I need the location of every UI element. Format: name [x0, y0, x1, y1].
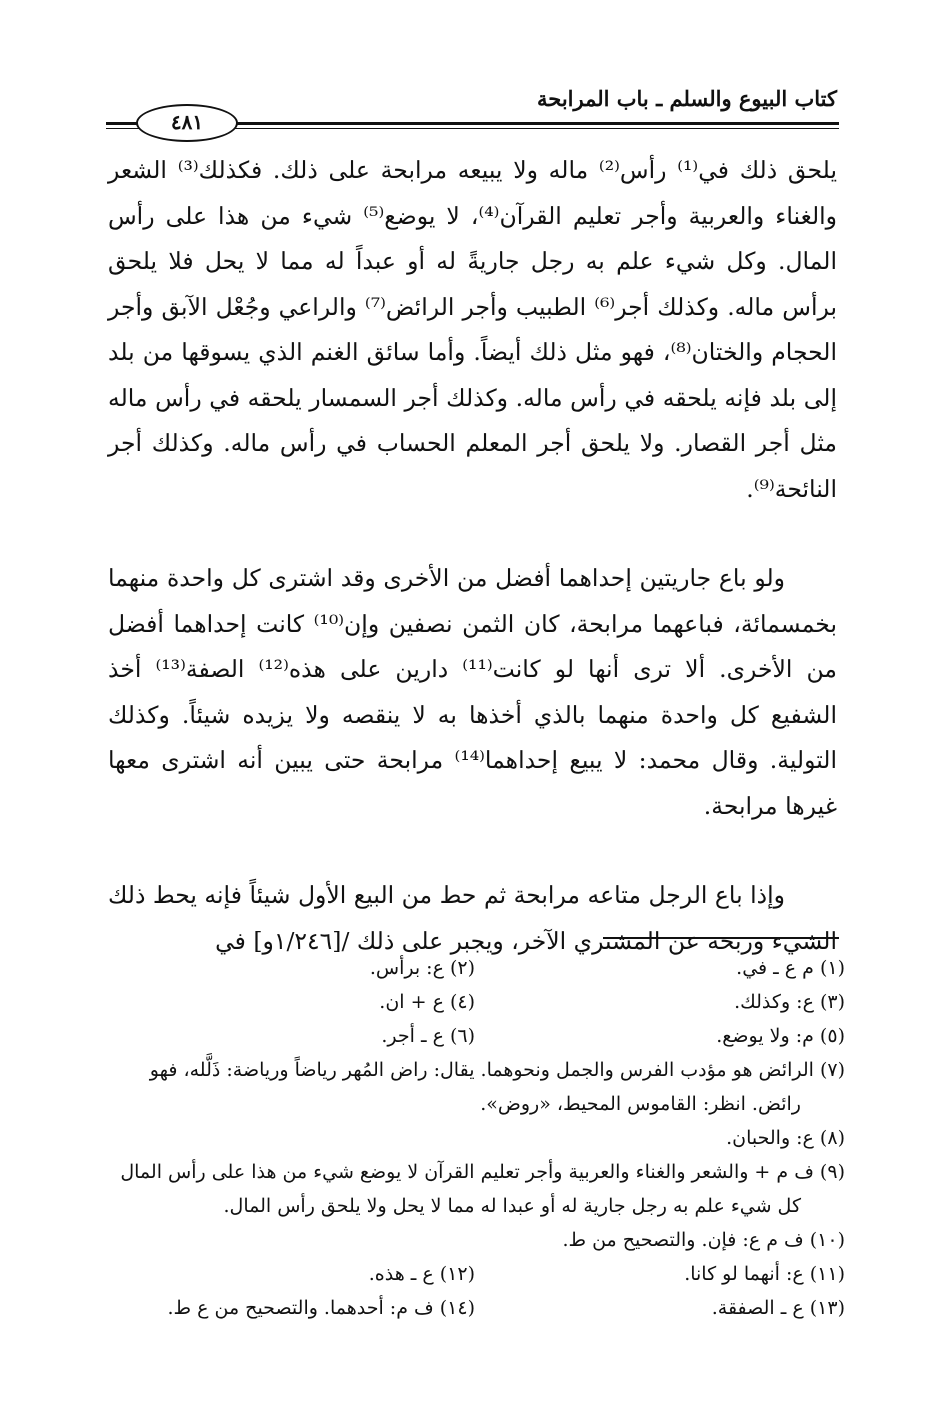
footnotes [100, 951, 845, 1325]
paragraph-2: ولو باع جاريتين إحداهما أفضل من الأخرى وقد اشترى كل واحدة منهما بخمسمائة، فباعهما مرابحة، كان الثمن نصفين وإن⁽¹⁰⁾ كانت إحداهما أفضل من الأخرى. ألا ترى أنها لو كانت⁽¹¹⁾ دارين على هذه⁽¹²⁾ الصفة⁽¹³⁾ أخذ الشفيع كل واحدة منهما بالذي أخذها به لا ينقصه ولا يزيده شيئاً. وكذلك التولية. وقال محمد: لا يبيع إحداهما⁽¹⁴⁾ مرابحة حتى يبين أنه اشترى معها غيرها مرابحة. [108, 564, 837, 820]
footnote-separator [603, 937, 839, 939]
footnote-13: (١٣) ع ـ الصفقة. [711, 1297, 845, 1319]
footnote-7: (٧) الرائض هو مؤدب الفرس والجمل ونحوهما. يقال: راض المُهر رياضاً ورياضة: ذَلَّله، فهو رائض. انظر: القاموس المحيط، «روض». [149, 1059, 845, 1115]
footnote-9: (٩) ف م + والشعر والغناء والعربية وأجر تعليم القرآن لا يوضع شيء من هذا على رأس المال كل شيء علم به رجل جارية له أو عبدا له مما لا يحل ولا يلحق رأس المال. [120, 1161, 845, 1217]
footnote-1: (١) م ع ـ في. [736, 957, 845, 979]
footnote-11: (١١) ع: أنهما لو كانا. [684, 1263, 845, 1285]
footnote-10: (١٠) ف م ع: فإن. والتصحيح من ط. [562, 1229, 845, 1251]
footnote-8: (٨) ع: والحبان. [726, 1127, 845, 1149]
paragraph-1: يلحق ذلك في⁽¹⁾ رأس⁽²⁾ ماله ولا يبيعه مرابحة على ذلك. فكذلك⁽³⁾ الشعر والغناء والعربية وأجر تعليم القرآن⁽⁴⁾، لا يوضع⁽⁵⁾ شيء من هذا على رأس المال. وكل شيء علم به رجل جاريةً له أو عبداً له مما لا يحل فلا يلحق برأس ماله. وكذلك أجر⁽⁶⁾ الطبيب وأجر الرائض⁽⁷⁾ والراعي وجُعْل الآبق وأجر الحجام والختان⁽⁸⁾، فهو مثل ذلك أيضاً. وأما سائق الغنم الذي يسوقها من بلد إلى بلد فإنه يلحقه في رأس ماله. وكذلك أجر السمسار يلحقه في رأس ماله مثل أجر القصار. ولا يلحق أجر المعلم الحساب في رأس ماله. وكذلك أجر النائحة⁽⁹⁾. [108, 156, 838, 503]
footnote-row [100, 1291, 845, 1325]
footnote-6: (٦) ع ـ أجر. [381, 1025, 475, 1047]
page-number: ٤٨١ [136, 104, 238, 142]
footnote-2: (٢) ع: برأس. [369, 957, 475, 979]
running-header-title: كتاب البيوع والسلم ـ باب المرابحة [537, 86, 837, 111]
footnote-row [100, 1257, 845, 1291]
footnote-row [100, 951, 845, 985]
footnote-3: (٣) ع: وكذلك. [734, 991, 845, 1013]
footnote-14: (١٤) ف م: أحدهما. والتصحيح من ع ط. [167, 1297, 475, 1319]
footnote-5: (٥) م: ولا يوضع. [716, 1025, 845, 1047]
footnote-4: (٤) ع + ان. [379, 991, 475, 1013]
footnote-row [100, 1019, 845, 1053]
paragraph-3: وإذا باع الرجل متاعه مرابحة ثم حط من البيع الأول شيئاً فإنه يحط ذلك الشيء وربحه عن المشتري الآخر، ويجبر على ذلك /[١/٢٤٦و] في [108, 881, 837, 955]
footnote-12: (١٢) ع ـ هذه. [368, 1263, 475, 1285]
footnote-row [100, 985, 845, 1019]
main-text [108, 148, 837, 964]
